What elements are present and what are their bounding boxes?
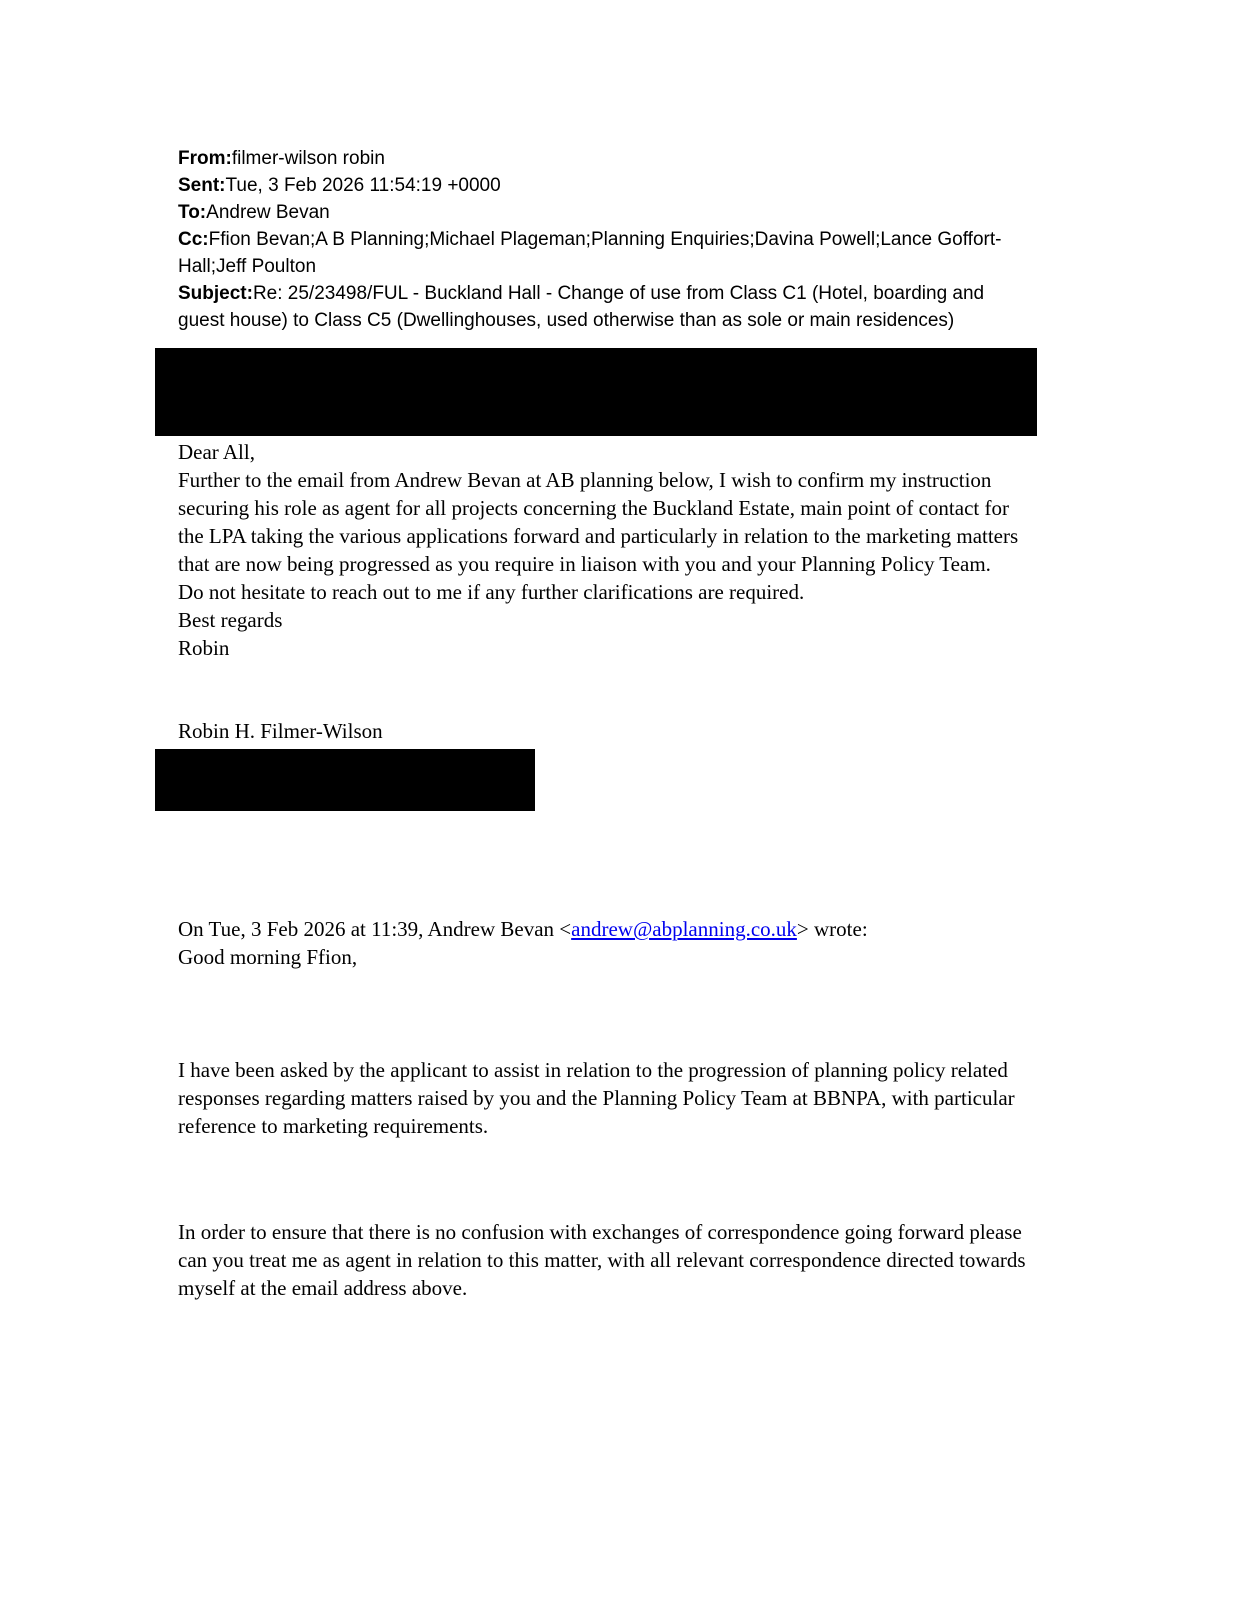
to-label: To: [178,202,207,223]
from-label: From: [178,148,232,169]
email-body [178,438,1037,662]
header-subject-line [178,280,1035,334]
sent-value: Tue, 3 Feb 2026 11:54:19 +0000 [225,175,501,196]
signoff: Robin [178,636,230,660]
cc-label: Cc: [178,229,209,250]
email-header [178,145,1035,334]
cc-value: Ffion Bevan;A B Planning;Michael Plageman;Planning Enquiries;Davina Powell;Lance Goffort-Hall;Jeff Poulton [178,229,1002,277]
quoted-intro-suffix: > wrote: [796,917,868,941]
salutation: Dear All, [178,440,255,464]
redaction-block-2 [155,749,535,811]
sent-label: Sent: [178,175,226,196]
quoted-intro-prefix: On Tue, 3 Feb 2026 at 11:39, Andrew Bevan < [178,917,572,941]
header-cc-line [178,226,1035,280]
quoted-paragraph-2: In order to ensure that there is no confusion with exchanges of correspondence going forward please can you treat me as agent in relation to this matter, with all relevant correspondence directed towards myself at the email address above. [178,1220,1026,1300]
email-address-link[interactable]: andrew@abplanning.co.uk [571,917,797,941]
signature-name: Robin H. Filmer-Wilson [178,719,383,743]
to-value: Andrew Bevan [206,202,330,223]
quoted-email-intro [178,915,1037,943]
header-from-line [178,145,1035,172]
subject-label: Subject: [178,283,253,304]
quoted-paragraph-1: I have been asked by the applicant to assist in relation to the progression of planning policy related responses regarding matters raised by you and the Planning Policy Team at BBNPA, with particular reference to marketing requirements. [178,1058,1015,1138]
header-to-line [178,199,1035,226]
redaction-block-1 [155,348,1037,436]
header-sent-line [178,172,1035,199]
closing: Best regards [178,608,283,632]
from-value: filmer-wilson robin [231,148,385,169]
quoted-greeting: Good morning Ffion, [178,945,358,969]
body-paragraph-1: Further to the email from Andrew Bevan at AB planning below, I wish to confirm my instruction securing his role as agent for all projects concerning the Buckland Estate, main point of contact for the LPA taking the various applications forward and particularly in relation to the marketing matters that are now being progressed as you require in liaison with you and your Planning Policy Team. [178,468,1019,576]
subject-value: Re: 25/23498/FUL - Buckland Hall - Change of use from Class C1 (Hotel, boarding and guest house) to Class C5 (Dwellinghouses, used otherwise than as sole or main residences) [178,283,985,331]
body-paragraph-2: Do not hesitate to reach out to me if any further clarifications are required. [178,580,805,604]
